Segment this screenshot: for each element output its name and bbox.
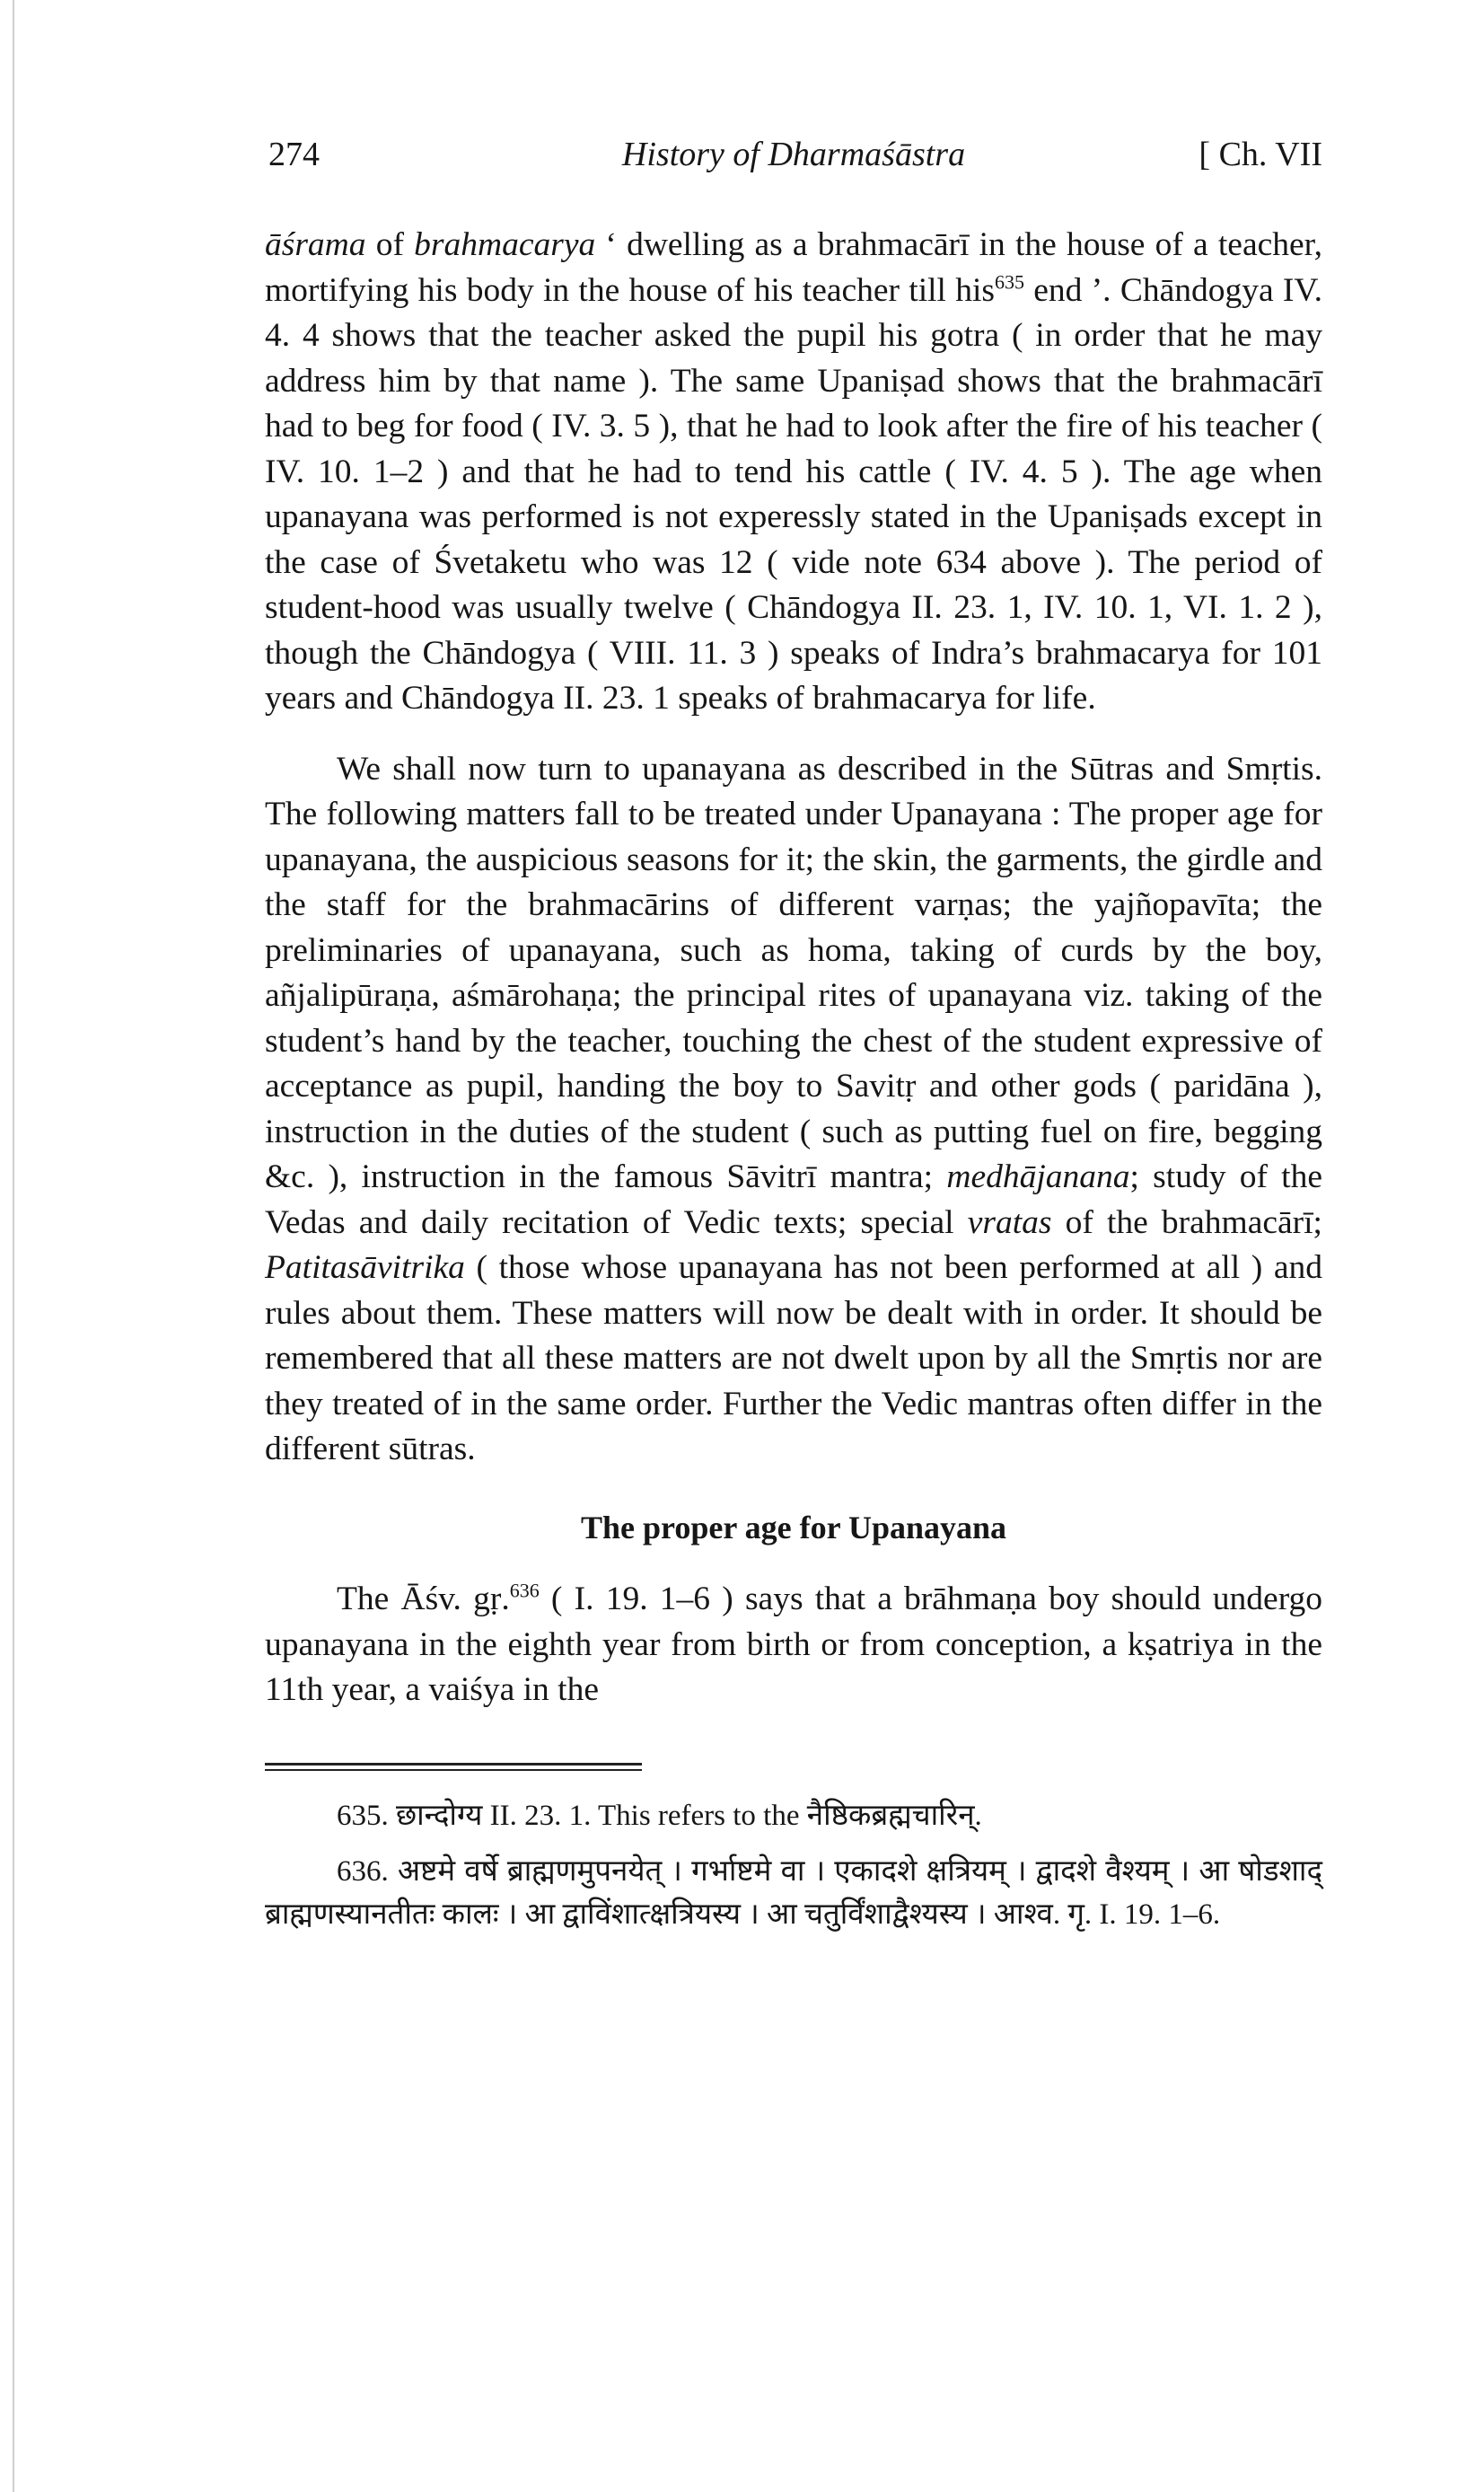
text-run: ; study of the Vedas and daily recitation of Vedic texts; special [265, 1158, 1322, 1241]
footnote-number: 635. [337, 1799, 389, 1832]
text-run: ( those whose upanayana has not been performed at all ) and rules about them. These matters will now be dealt with in order. It should be remembered that all these matters are not dwelt upon by all the Smṛtis nor are they treated of in the same order. Further the Vedic mantras often differ in the different sūtras. [265, 1249, 1322, 1467]
paragraph-upanayana-topics [265, 747, 1322, 1473]
text-run: We shall now turn to upanayana as described in the Sūtras and Smṛtis. The following matters fall to be treated under Upanayana : The proper age for upanayana, the auspicious seasons for it; the skin, the garments, the girdle and the staff for the brahmacārins of different varṇas; the yajñopavīta; the preliminaries of upanayana, such as homa, taking of curds by the boy, añjalipūraṇa, aśmārohaṇa; the principal rites of upanayana viz. taking of the student’s hand by the teacher, touching the chest of the student expressive of acceptance as pupil, handing the boy to Savitṛ and other gods ( paridāna ), instruction in the duties of the student ( such as putting fuel on fire, begging &c. ), instruction in the famous Sāvitrī mantra; [265, 750, 1322, 1195]
footnote-number: 636. [337, 1854, 389, 1888]
running-title: History of Dharmaśāstra [621, 136, 966, 173]
italic-term: āśrama [265, 226, 366, 263]
scan-margin-line [13, 0, 14, 2492]
text-run: ( I. 19. 1–6 ) says that a brāhmaṇa boy should undergo upanayana in the eighth year from birth or from conception, a kṣatriya in the 11th year, a vaiśya in the [265, 1581, 1323, 1708]
footnote-ref: 636 [509, 1579, 540, 1602]
paragraph-proper-age [265, 1577, 1322, 1713]
text-run: end ’. Chāndogya IV. 4. 4 shows that the teacher asked the pupil his gotra ( in order that he may address him by that name ). The same Upaniṣad shows that the brahmacārī had to beg for food ( IV. 3. 5 ), that he had to look after the fire of his teacher ( IV. 10. 1–2 ) and that he had to tend his cattle ( IV. 4. 5 ). The age when upanayana was performed is not experessly stated in the Upaniṣads except in the case of Śvetaketu who was 12 ( vide note 634 above ). The period of student-hood was usually twelve ( Chāndogya II. 23. 1, IV. 10. 1, VI. 1. 2 ), though the Chāndogya ( VIII. 11. 3 ) speaks of Indra’s brahmacarya for 101 years and Chāndogya II. 23. 1 speaks of brahmacarya for life. [265, 271, 1322, 717]
page-number: 274 [268, 136, 320, 173]
paragraph-ashrama [265, 223, 1322, 722]
italic-term: vratas [967, 1203, 1052, 1241]
main-text [265, 223, 1322, 1713]
italic-term: brahmacarya [414, 226, 596, 263]
chapter-label: [ Ch. VII [1199, 136, 1322, 173]
footnote-text: छान्दोग्य II. 23. 1. This refers to the नैष्ठिकब्रह्मचारिन्. [396, 1799, 982, 1832]
italic-term: medhājanana [946, 1158, 1130, 1195]
footnote-636 [265, 1850, 1322, 1936]
footnotes [265, 1794, 1322, 1936]
text-run: ‘ dwelling as a brahmacārī in the house of a teacher, mortifying his body in the house of his teacher till his [265, 226, 1322, 309]
section-heading: The proper age for Upanayana [580, 1509, 1007, 1545]
footnote-rule [265, 1763, 642, 1771]
page-header [265, 135, 1322, 189]
book-page [265, 135, 1322, 1949]
text-run: of the brahmacārī; [1051, 1203, 1322, 1241]
text-run: of [365, 226, 415, 263]
italic-term: Patitasāvitrika [265, 1249, 465, 1286]
footnote-text: अष्टमे वर्षे ब्राह्मणमुपनयेत् । गर्भाष्टमे वा । एकादशे क्षत्रियम् । द्वादशे वैश्यम् । आ षोडशाद् ब्राह्मणस्यानतीतः कालः । आ द्वाविंशात्क्षत्रियस्य । आ चतुर्विंशाद्वैश्यस्य । आश्व. गृ. I. 19. 1–6. [265, 1854, 1322, 1931]
footnote-ref: 635 [995, 270, 1024, 293]
footnote-635 [265, 1794, 1322, 1837]
text-run: The Āśv. gṛ. [337, 1581, 510, 1617]
